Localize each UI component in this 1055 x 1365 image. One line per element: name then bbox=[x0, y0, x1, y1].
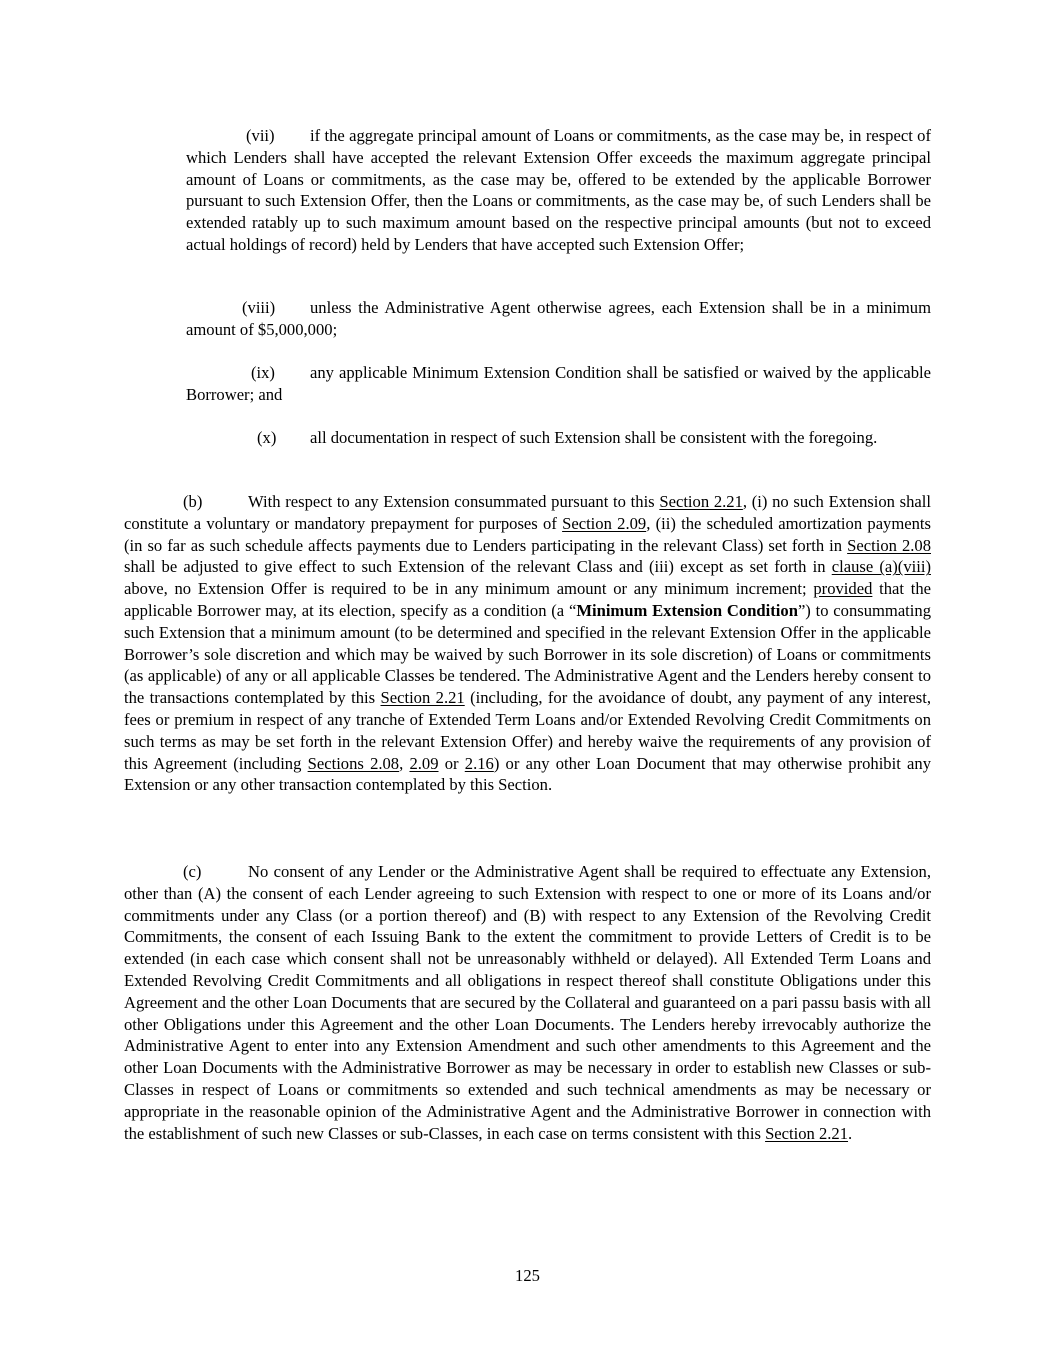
text-run: . bbox=[848, 1123, 853, 1143]
text-run: , (i) no such Extension shall constitute a voluntary or mandatory prepayment for purposes of bbox=[124, 492, 931, 533]
defined-term-minimum-extension-condition: Minimum Extension Condition bbox=[576, 600, 798, 620]
page-number: 125 bbox=[515, 1266, 540, 1285]
section-2-08-reference: Section 2.08 bbox=[847, 535, 931, 555]
section-2-21-reference: Section 2.21 bbox=[765, 1123, 849, 1143]
paragraph-label: (c) bbox=[183, 862, 202, 881]
section-2-09-reference: Section 2.09 bbox=[562, 513, 647, 533]
clause-text: unless the Administrative Agent otherwise agrees, each Extension shall be in a minimum amount of $5,000,000; bbox=[186, 298, 931, 339]
clause-ix bbox=[186, 362, 931, 406]
text-run: that the applicable Borrower may, at its election, specify as a condition (a “ bbox=[124, 579, 931, 620]
clause-label: (ix) bbox=[251, 363, 275, 382]
clause-a-viii-reference: clause (a)(viii) bbox=[831, 557, 931, 577]
clause-label: (x) bbox=[257, 428, 277, 447]
paragraph-b bbox=[124, 491, 931, 796]
section-2-16-reference: 2.16 bbox=[464, 753, 494, 773]
provided-term: provided bbox=[813, 579, 873, 599]
clause-text: all documentation in respect of such Extension shall be consistent with the foregoing. bbox=[310, 428, 878, 447]
text-run: , (ii) the scheduled amortization payments (in so far as such schedule affects payments due to Lenders participating in the relevant Class) set forth in bbox=[124, 513, 931, 555]
clause-label: (viii) bbox=[242, 298, 276, 317]
section-2-21-reference: Section 2.21 bbox=[659, 492, 743, 511]
clause-viii bbox=[186, 297, 931, 341]
text-run: or bbox=[438, 753, 465, 773]
section-2-21-reference: Section 2.21 bbox=[380, 688, 465, 708]
clause-x bbox=[186, 427, 931, 449]
clause-label: (vii) bbox=[246, 126, 275, 145]
text-run: above, no Extension Offer is required to be in any minimum amount or any minimum increment; bbox=[124, 579, 814, 599]
text-run: , bbox=[399, 753, 410, 773]
clause-vii bbox=[186, 125, 931, 256]
sections-2-08-reference: Sections 2.08 bbox=[307, 753, 400, 773]
text-run: No consent of any Lender or the Administrative Agent shall be required to effectuate any Extension, other than (A) the consent of each Lender agreeing to such Extension with respect to one or more of its Loans and/or commitments under any Class (or a portion thereof) and (B) with respect to any Extension of the Revolving Credit Commitments, the consent of each Issuing Bank to the extent the commitment to provide Letters of Credit is to be extended (in each case which consent shall not be unreasonably withheld or delayed). All Extended Term Loans and Extended Revolving Credit Commitments and all obligations in respect thereof shall constitute Obligations under this Agreement and the other Loan Documents that are secured by the Collateral and guaranteed on a pari passu basis with all other Obligations under this Agreement and the other Loan Documents. The Lenders hereby irrevocably authorize the Administrative Agent to enter into any Extension Amendment and such other amendments to this Agreement and the other Loan Documents with the Administrative Borrower as may be necessary in order to establish new Classes or sub-Classes in respect of Loans or commitments so extended and such technical amendments as may be necessary or appropriate in the reasonable opinion of the Administrative Agent and the Administrative Borrower in connection with the establishment of such new Classes or sub-Classes, in each case on terms consistent with this bbox=[124, 862, 931, 1143]
clause-text: if the aggregate principal amount of Loans or commitments, as the case may be, in respect of which Lenders shall have accepted the relevant Extension Offer exceeds the maximum aggregate principal amount of Loans or commitments, as the case may be, offered to be extended by the applicable Borrower pursuant to such Extension Offer, then the Loans or commitments, as the case may be, of such Lenders shall be extended ratably up to such maximum amount based on the respective principal amounts (but not to exceed actual holdings of record) held by Lenders that have accepted such Extension Offer; bbox=[186, 126, 931, 254]
text-run: ) or any other Loan Document that may otherwise prohibit any Extension or any other transaction contemplated by this Section. bbox=[124, 753, 931, 795]
text-run: (including, for the avoidance of doubt, any payment of any interest, fees or premium in respect of any tranche of Extended Term Loans and/or Extended Revolving Credit Commitments on such terms as may be set forth in the relevant Extension Offer) and hereby waive the requirements of any provision of this Agreement (including bbox=[124, 688, 931, 773]
text-run: ”) to consummating such Extension that a minimum amount (to be determined and specified in the relevant Extension Offer in the applicable Borrower’s sole discretion and which may be waived by such Borrower in its sole discretion) of Loans or commitments (as applicable) of any or all applicable Classes be tendered. The Administrative Agent and the Lenders hereby consent to the transactions contemplated by this bbox=[124, 600, 931, 708]
section-2-09-reference: 2.09 bbox=[409, 753, 439, 773]
text-run: With respect to any Extension consummated pursuant to this bbox=[248, 492, 660, 511]
clause-text: any applicable Minimum Extension Condition shall be satisfied or waived by the applicable Borrower; and bbox=[186, 363, 931, 404]
text-run: shall be adjusted to give effect to such Extension of the relevant Class and (iii) except as set forth in bbox=[124, 557, 832, 577]
paragraph-label: (b) bbox=[183, 492, 203, 511]
paragraph-c bbox=[124, 861, 931, 1144]
